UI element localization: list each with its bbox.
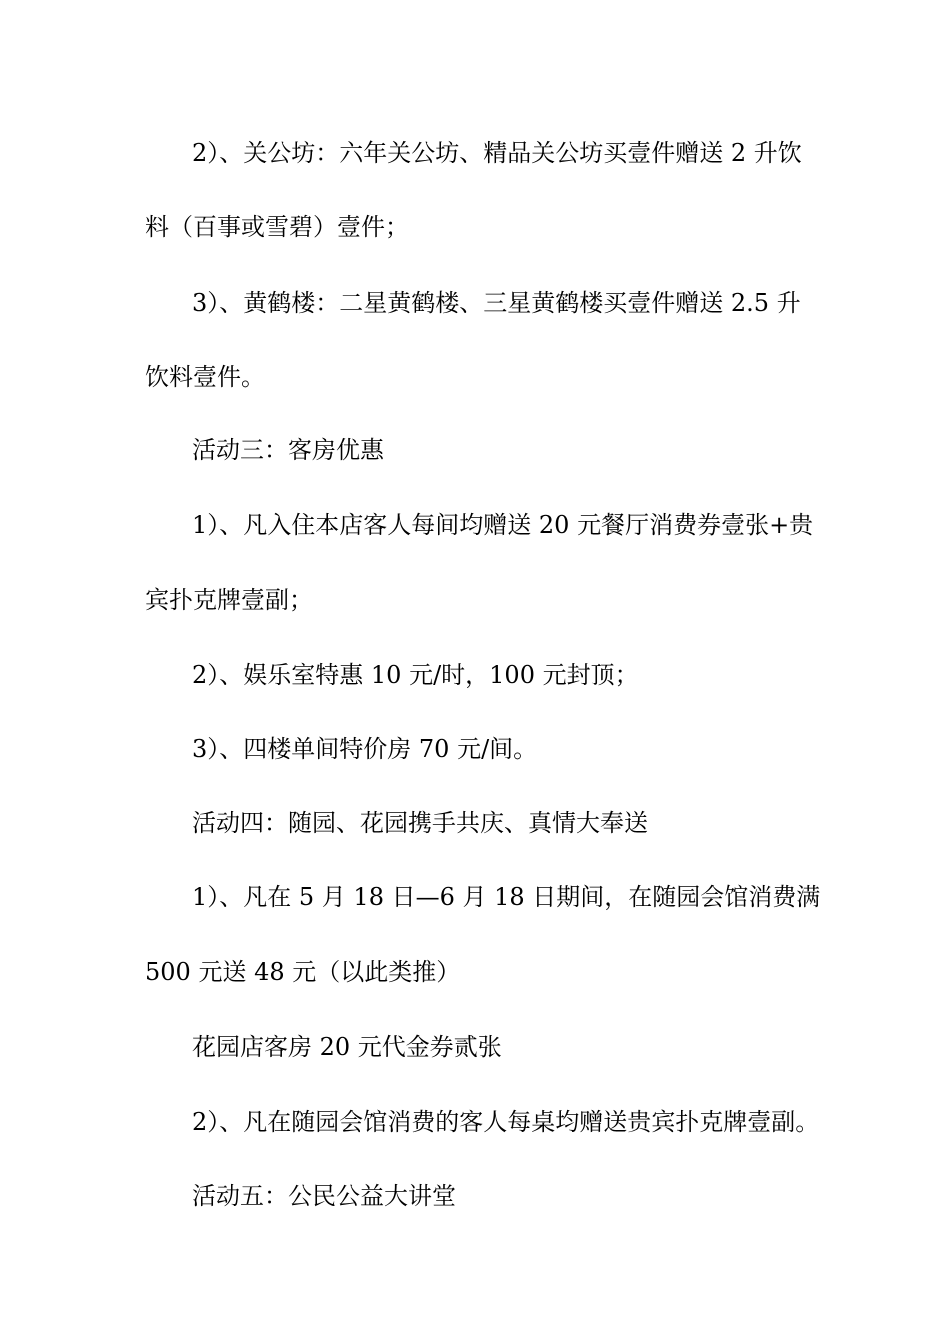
paragraph-line: 花园店客房 20 元代金券贰张: [192, 1033, 502, 1061]
paragraph-line: 饮料壹件。: [145, 363, 265, 391]
paragraph-line: 2）、娱乐室特惠 10 元/时，100 元封顶；: [192, 661, 639, 689]
paragraph-line: 2）、关公坊：六年关公坊、精品关公坊买壹件赠送 2 升饮: [192, 139, 802, 167]
paragraph-line: 3）、四楼单间特价房 70 元/间。: [192, 735, 538, 763]
section-heading: 活动五：公民公益大讲堂: [192, 1182, 456, 1210]
paragraph-line: 3）、黄鹤楼：二星黄鹤楼、三星黄鹤楼买壹件赠送 2.5 升: [192, 289, 801, 317]
paragraph-line: 1）、凡入住本店客人每间均赠送 20 元餐厅消费券壹张+贵: [192, 511, 814, 539]
paragraph-line: 料（百事或雪碧）壹件；: [145, 213, 409, 241]
paragraph-line: 2）、凡在随园会馆消费的客人每桌均赠送贵宾扑克牌壹副。: [192, 1108, 820, 1136]
paragraph-line: 1）、凡在 5 月 18 日—6 月 18 日期间，在随园会馆消费满: [192, 883, 821, 911]
paragraph-line: 500 元送 48 元（以此类推）: [145, 958, 461, 986]
section-heading: 活动三：客房优惠: [192, 436, 384, 464]
paragraph-line: 宾扑克牌壹副；: [145, 586, 313, 614]
section-heading: 活动四：随园、花园携手共庆、真情大奉送: [192, 809, 648, 837]
